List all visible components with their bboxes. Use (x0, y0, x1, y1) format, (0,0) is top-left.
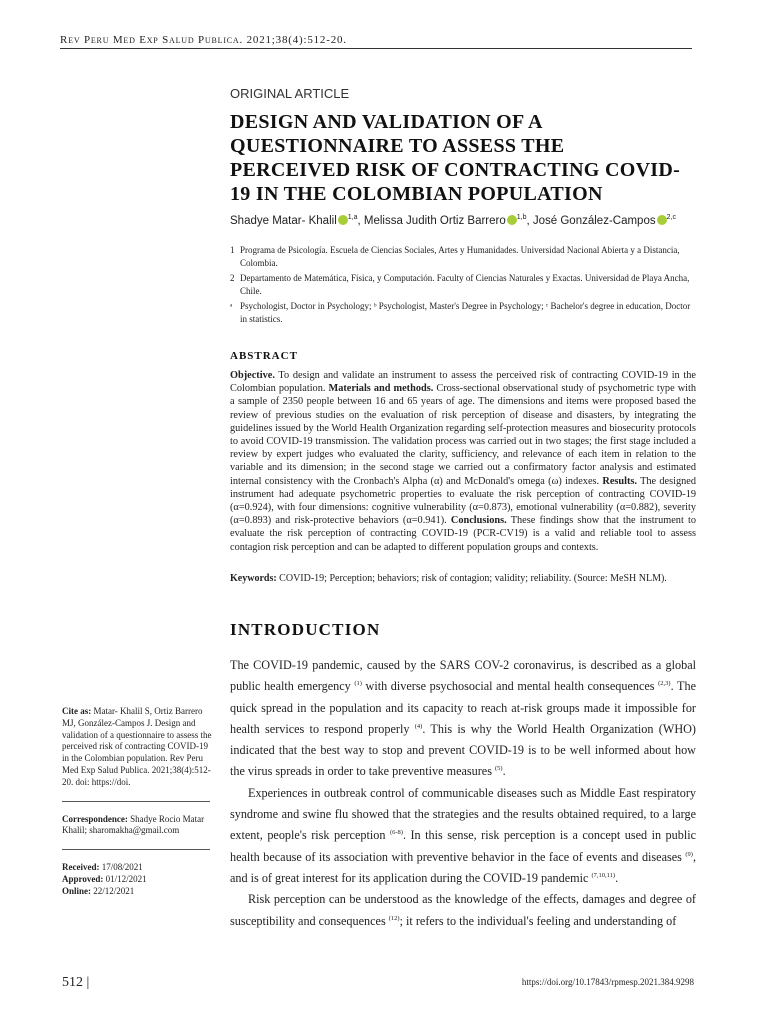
orcid-icon[interactable] (338, 215, 348, 225)
affiliation-item (230, 244, 696, 270)
abstract-objective: To design and validate an instrument to assess the perceived risk of contracting COVID-19 in the Colombian population. (230, 370, 696, 395)
paragraph (230, 889, 696, 932)
correspondence-label: Correspondence: (62, 813, 128, 824)
cite-text: Matar- Khalil S, Ortiz Barrero MJ, González-Campos J. Design and validation of a questionnaire to assess the perceived risk of contracting COVID-19 in the Colombian population. Rev Peru Med Exp Salud Publica. 2021;38(4):512-20. doi: https://doi. (62, 706, 212, 787)
page-number: 512 | (62, 975, 90, 990)
correspondence-info (62, 814, 214, 838)
online-date (62, 886, 214, 898)
running-head: Rev Peru Med Exp Salud Publica. 2021;38(4):512-20. (60, 34, 347, 46)
keywords-text: COVID-19; Perception; behaviors; risk of contagion; validity; reliability. (Source: MeSH NLM). (276, 573, 667, 584)
citation: (2,3) (658, 680, 671, 688)
abstract-results: The designed instrument had adequate psychometric properties to evaluate the risk perception of contracting COVID-19 (α=0.924), with four dimensions: cognitive vulnerability (α=0.873), emotional vulnerability (α=0.882), severity (α=0.893) and risk-protective behaviors (α=0.941). (230, 475, 697, 527)
author-separator: , (357, 214, 364, 227)
text-run: ; it refers to the individual's feeling and understanding of (399, 913, 677, 928)
correspondence-text: Shadye Rocio Matar Khalil; sharomakha@gmail.com (62, 813, 205, 836)
online-label: Online: (62, 885, 92, 896)
affiliations (230, 244, 696, 328)
citation: (4) (414, 722, 423, 730)
author-name: Shadye Matar- Khalil (230, 214, 337, 227)
affiliation-text: Programa de Psicología. Escuela de Ciencias Sociales, Artes y Humanidades. Universidad Nacional Abierta y a Distancia, Colombia. (240, 245, 680, 268)
citation: (6-8) (389, 829, 403, 837)
text-run: Risk perception can be understood as the knowledge of the effects, damages and degree of susceptibility and consequences (230, 892, 696, 928)
received-value: 17/08/2021 (99, 862, 143, 873)
header-rule (60, 48, 692, 49)
abstract-methods-label: Materials and methods. (328, 383, 434, 395)
affiliation-item (230, 272, 696, 298)
affiliation-number: 1 (230, 245, 235, 255)
author-affiliation-marker: 2,c (666, 214, 676, 221)
abstract-results-label: Results. (602, 475, 638, 487)
sidebar-divider (62, 849, 210, 850)
abstract-methods: Cross-sectional observational study of psychometric type with a sample of 2350 people between 16 and 65 years of age. The dimensions and items were proposed based the review of previous studies on the evaluation of risk perception of disease and disasters, by integrating the guidelines issued by the World Health Organization regarding self-protection measures and biosecurity protocols to avoid COVID-19 transmission. The validation process was carried out in two stages; the first stage included a review by expert judges who evaluated the clarity, sufficiency, and relevance of each item in relation to the variable and its dimension; in the second stage we carried out a confirmatory factor analysis and estimated internal consistency with the Cronbach's Alpha (α) and McDonald's omega (ω) indexes. (230, 383, 697, 487)
abstract-text (230, 369, 696, 554)
text-run: The COVID-19 pandemic, caused by the SARS COV-2 coronavirus, is described as a global public health emergency (230, 658, 696, 694)
abstract-objective-label: Objective. (230, 370, 275, 381)
citation: (1) (354, 680, 362, 688)
orcid-icon[interactable] (657, 215, 667, 225)
author-name: Melissa Judith Ortiz Barrero (363, 214, 506, 227)
author-name: José González-Campos (532, 214, 656, 227)
text-run: . (615, 870, 619, 885)
abstract-heading: ABSTRACT (230, 350, 298, 362)
affiliation-number: ᵃ (230, 301, 233, 311)
affiliation-number: 2 (230, 273, 235, 283)
citation: (12) (388, 914, 400, 922)
received-date (62, 862, 214, 874)
paragraph (230, 655, 696, 783)
affiliation-text: Departamento de Matemática, Física, y Computación. Faculty of Ciencias Naturales y Exactas. Universidad de Playa Ancha, Chile. (240, 273, 690, 296)
approved-date (62, 874, 214, 886)
sidebar-divider (62, 801, 210, 802)
citation-info (62, 706, 214, 789)
text-run: Experiences in outbreak control of communicable diseases such as Middle East respiratory syndrome and swine flu showed that the strategies and the results obtained required, to a large extent, people's risk perception (230, 785, 696, 843)
received-label: Received: (62, 862, 100, 873)
orcid-icon[interactable] (507, 215, 517, 225)
article-title: DESIGN AND VALIDATION OF A QUESTIONNAIRE TO ASSESS THE PERCEIVED RISK OF CONTRACTING COVID-19 IN THE COLOMBIAN POPULATION (230, 111, 681, 205)
abstract-conclusions-label: Conclusions. (450, 515, 507, 527)
introduction-body (230, 655, 696, 932)
text-run: . The quick spread in the population and its capacity to reach at-risk groups made it impossible for health services to respond properly (230, 679, 696, 736)
author-affiliation-marker: 1,a (347, 214, 358, 221)
affiliation-item (230, 300, 696, 326)
text-run: . This is why the World Health Organization (WHO) indicated that the best way to stop and prevent COVID-19 is to be well informed about how the virus spreads in order to take preventive measures (230, 721, 696, 779)
citation: (7,10,11) (591, 871, 616, 879)
author-list (230, 214, 700, 227)
introduction-heading: INTRODUCTION (230, 620, 381, 639)
text-run: with diverse psychosocial and mental health consequences (361, 679, 659, 694)
citation: (5) (495, 765, 503, 773)
paragraph (230, 783, 696, 889)
keywords (230, 573, 696, 584)
cite-label: Cite as: (62, 706, 92, 716)
approved-label: Approved: (62, 873, 104, 884)
online-value: 22/12/2021 (91, 885, 135, 896)
author-separator: , (526, 214, 533, 227)
abstract-conclusions: These findings show that the instrument to evaluate the risk perception of contracting COVID-19 (PCR-CV19) is a valid and reliable tool to assess contagion risk perception and can be adapted to different population groups and contexts. (230, 515, 697, 553)
article-sidebar (62, 706, 214, 898)
text-run: . (502, 764, 506, 779)
citation: (9) (685, 850, 693, 858)
doi-link[interactable]: https://doi.org/10.17843/rpmesp.2021.384.9298 (521, 977, 694, 987)
author-affiliation-marker: 1,b (516, 214, 527, 221)
text-run: , and is of great interest for its application during the COVID-19 pandemic (230, 849, 696, 885)
article-type-label: ORIGINAL ARTICLE (230, 86, 350, 101)
keywords-label: Keywords: (230, 573, 277, 584)
approved-value: 01/12/2021 (103, 873, 147, 884)
affiliation-text: Psychologist, Doctor in Psychology; ᵇ Psychologist, Master's Degree in Psychology; ᶜ Bachelor's degree in education, Doctor in statistics. (240, 301, 691, 324)
text-run: . In this sense, risk perception is a concept used in public health because of its association with preventive behavior in the face of events and diseases (230, 828, 697, 864)
